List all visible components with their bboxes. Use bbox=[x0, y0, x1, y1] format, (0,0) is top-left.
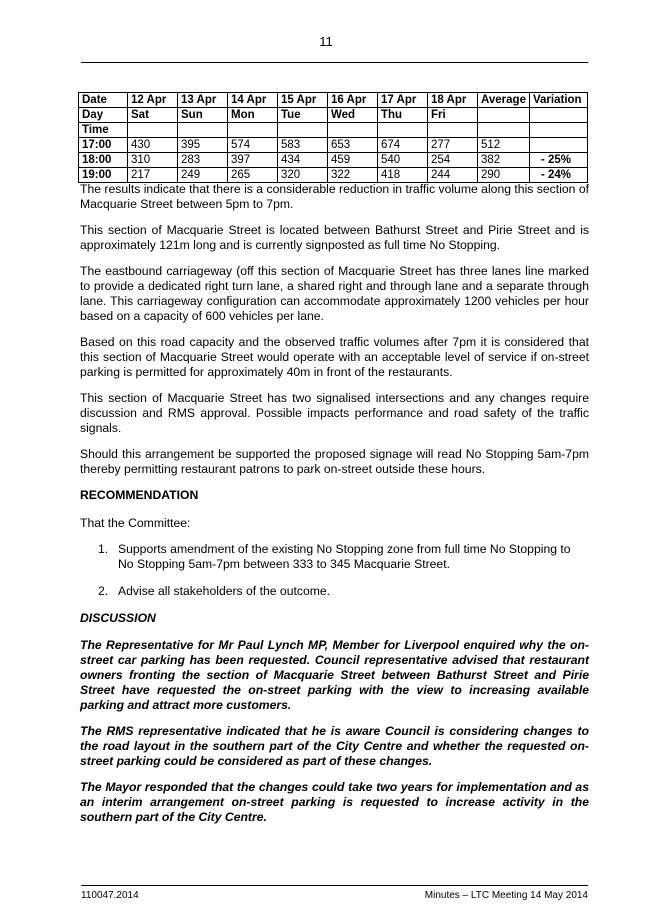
table-cell: 512 bbox=[478, 138, 530, 153]
table-cell: 320 bbox=[278, 168, 328, 183]
table-header-row bbox=[79, 123, 588, 138]
table-row bbox=[79, 153, 588, 168]
footer-divider bbox=[81, 885, 588, 886]
list-item bbox=[80, 542, 589, 572]
table-header-cell: Sat bbox=[128, 108, 178, 123]
table-header-cell: Average bbox=[478, 93, 530, 108]
table-cell: 418 bbox=[378, 168, 428, 183]
discussion-paragraph: The RMS representative indicated that he is aware Council is considering changes to the road layout in the southern part of the City Centre and whether the requested on-street parking could be considered as part of these changes. bbox=[80, 724, 589, 768]
table-cell: 19:00 bbox=[79, 168, 128, 183]
table-header-cell: Thu bbox=[378, 108, 428, 123]
table-header-cell: 17 Apr bbox=[378, 93, 428, 108]
document-reference: 110047.2014 bbox=[81, 890, 139, 901]
table-header-cell bbox=[478, 123, 530, 138]
page-number: 11 bbox=[319, 34, 333, 49]
traffic-volume-table bbox=[78, 92, 588, 183]
recommendation-heading: RECOMMENDATION bbox=[80, 488, 199, 502]
table-cell: 653 bbox=[328, 138, 378, 153]
table-cell: 18:00 bbox=[79, 153, 128, 168]
header-divider bbox=[81, 62, 588, 63]
table-cell: 540 bbox=[378, 153, 428, 168]
table-header-cell bbox=[428, 123, 478, 138]
discussion-heading: DISCUSSION bbox=[80, 611, 156, 625]
table-header-cell: Fri bbox=[428, 108, 478, 123]
list-item-text: Advise all stakeholders of the outcome. bbox=[118, 584, 331, 598]
table-header-cell bbox=[128, 123, 178, 138]
table-cell: - 24% bbox=[530, 168, 588, 183]
table-header-cell: Time bbox=[79, 123, 128, 138]
recommendation-list bbox=[80, 542, 589, 599]
table-cell: 574 bbox=[228, 138, 278, 153]
table-header-row bbox=[79, 108, 588, 123]
table-cell: 17:00 bbox=[79, 138, 128, 153]
table-cell bbox=[530, 138, 588, 153]
table-cell: 583 bbox=[278, 138, 328, 153]
list-item-text: Supports amendment of the existing No Stopping zone from full time No Stopping to No Stopping 5am-7pm between 333 to 345 Macquarie Street. bbox=[118, 542, 571, 571]
table-header-cell bbox=[278, 123, 328, 138]
table-header-cell: 18 Apr bbox=[428, 93, 478, 108]
table-cell: 265 bbox=[228, 168, 278, 183]
table-cell: 283 bbox=[178, 153, 228, 168]
body-paragraph: The results indicate that there is a considerable reduction in traffic volume along this section of Macquarie Street between 5pm to 7pm. bbox=[80, 182, 589, 211]
body-paragraph: Based on this road capacity and the observed traffic volumes after 7pm it is considered that this section of Macquarie Street would operate with an acceptable level of service if on-street parking is permitted for approximately 40m in front of the restaurants. bbox=[80, 335, 589, 379]
table-cell: 397 bbox=[228, 153, 278, 168]
table-cell: 430 bbox=[128, 138, 178, 153]
table-header-cell: 16 Apr bbox=[328, 93, 378, 108]
table-header-cell: Tue bbox=[278, 108, 328, 123]
table-cell: 249 bbox=[178, 168, 228, 183]
table-header-cell: 15 Apr bbox=[278, 93, 328, 108]
table-header-cell bbox=[178, 123, 228, 138]
discussion-section bbox=[80, 638, 589, 825]
table-cell: 244 bbox=[428, 168, 478, 183]
table-cell: 459 bbox=[328, 153, 378, 168]
list-item bbox=[80, 584, 589, 599]
table-row bbox=[79, 168, 588, 183]
table-cell: 322 bbox=[328, 168, 378, 183]
recommendation-intro: That the Committee: bbox=[80, 516, 191, 530]
table-cell: 254 bbox=[428, 153, 478, 168]
body-paragraph: This section of Macquarie Street is located between Bathurst Street and Pirie Street and is approximately 121m long and is currently signposted as full time No Stopping. bbox=[80, 223, 589, 252]
table-header-cell bbox=[530, 108, 588, 123]
table-header-cell: Wed bbox=[328, 108, 378, 123]
body-paragraph: Should this arrangement be supported the proposed signage will read No Stopping 5am-7pm thereby permitting restaurant patrons to park on-street outside these hours. bbox=[80, 447, 589, 476]
table-header-cell: 12 Apr bbox=[128, 93, 178, 108]
table-cell: 382 bbox=[478, 153, 530, 168]
table-header-cell: Date bbox=[79, 93, 128, 108]
table-header-cell: Variation bbox=[530, 93, 588, 108]
table-cell: 310 bbox=[128, 153, 178, 168]
table-header-cell: Mon bbox=[228, 108, 278, 123]
list-item-number: 1. bbox=[98, 542, 109, 556]
table-header-cell: 14 Apr bbox=[228, 93, 278, 108]
table-header-cell: 13 Apr bbox=[178, 93, 228, 108]
table-header-cell bbox=[530, 123, 588, 138]
table-cell: - 25% bbox=[530, 153, 588, 168]
discussion-paragraph: The Representative for Mr Paul Lynch MP, Member for Liverpool enquired why the on-street car parking has been requested. Council representative advised that restaurant owners fronting the section of Macquarie Street between Bathurst Street and Pirie Street have requested the on-street parking with the view to increasing available parking and attract more customers. bbox=[80, 638, 589, 712]
table-header-cell: Sun bbox=[178, 108, 228, 123]
table-header-cell bbox=[378, 123, 428, 138]
table-cell: 434 bbox=[278, 153, 328, 168]
table-header-cell bbox=[478, 108, 530, 123]
table-cell: 217 bbox=[128, 168, 178, 183]
table-cell: 290 bbox=[478, 168, 530, 183]
table-cell: 395 bbox=[178, 138, 228, 153]
body-paragraph: This section of Macquarie Street has two signalised intersections and any changes require discussion and RMS approval. Possible impacts performance and road safety of the traffic signals. bbox=[80, 391, 589, 435]
list-item-number: 2. bbox=[98, 584, 109, 598]
body-paragraph: The eastbound carriageway (off this section of Macquarie Street has three lanes line marked to provide a dedicated right turn lane, a shared right and through lane and a separate through lane. This carriageway configuration can accommodate approximately 1200 vehicles per hour based on a capacity of 600 vehicles per lane. bbox=[80, 264, 589, 323]
table-header-row bbox=[79, 93, 588, 108]
table-cell: 674 bbox=[378, 138, 428, 153]
table-cell: 277 bbox=[428, 138, 478, 153]
footer-meeting-title: Minutes – LTC Meeting 14 May 2014 bbox=[424, 890, 588, 901]
document-body bbox=[80, 182, 589, 836]
table-row bbox=[79, 138, 588, 153]
table-header-cell bbox=[328, 123, 378, 138]
table-header-cell bbox=[228, 123, 278, 138]
table-header-cell: Day bbox=[79, 108, 128, 123]
discussion-paragraph: The Mayor responded that the changes could take two years for implementation and as an interim arrangement on-street parking is requested to increase activity in the southern part of the City Centre. bbox=[80, 780, 589, 824]
